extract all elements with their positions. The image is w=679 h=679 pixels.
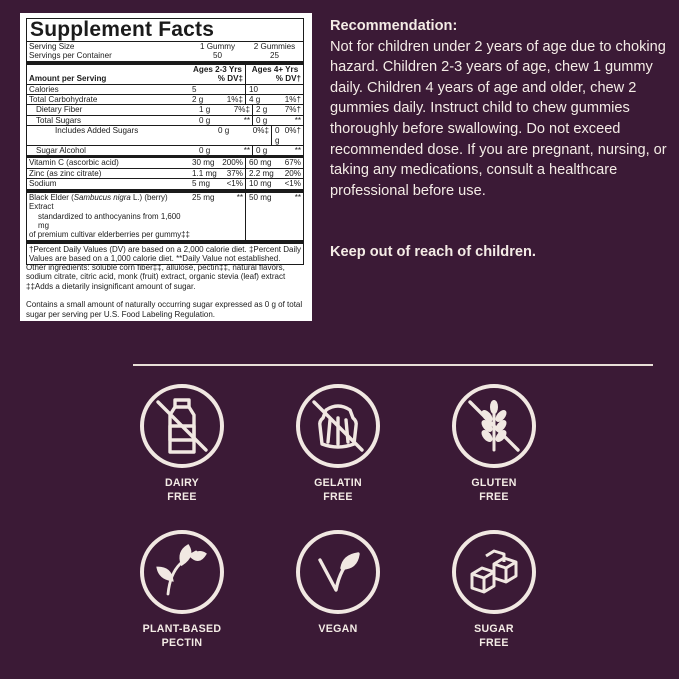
other-ingredients: Other ingredients: soluble corn fiber‡‡, allulose, pectin‡‡, natural flavors, sodium citrate, citric acid, monk (fruit) extract, organic stevia (leaf) extract ‡‡Adds a dietarily insignificant amount of sugar. — [26, 263, 286, 291]
elder-line-1: Black Elder (Sambucus nigra L.) (berry) Extract — [29, 192, 168, 212]
feature-gluten-free — [439, 384, 549, 504]
feature-label-1: PLANT-BASED — [142, 623, 222, 635]
elder-line-2: standardized to anthocyanins from 1,600 mg — [38, 211, 181, 230]
nutrient-dv-2: 1%† — [284, 95, 301, 105]
elder-line-3: of premium cultivar elderberries per gummy‡‡ — [29, 230, 190, 240]
nutrient-dv-2: ** — [294, 115, 301, 125]
col1-header-dv: % DV‡ — [217, 74, 243, 84]
recommendation-heading: Recommendation: — [330, 18, 458, 34]
col2-header-age: Ages 4+ Yrs — [251, 64, 299, 74]
feature-gelatin-free — [283, 384, 393, 504]
nutrient-row — [27, 104, 303, 114]
nutrient-row — [27, 168, 303, 178]
col1-header-age: Ages 2-3 Yrs — [193, 64, 242, 74]
vegan-leaf-icon — [300, 534, 376, 610]
nutrient-amount-1: 0 g — [218, 126, 230, 136]
feature-label-1: DAIRY — [164, 477, 200, 489]
elder-dv-1: ** — [236, 192, 243, 202]
nutrient-name: Sodium — [29, 179, 57, 189]
nutrient-dv-1: ** — [243, 146, 250, 156]
feature-label-2: FREE — [167, 490, 197, 503]
nutrient-name: Includes Added Sugars — [55, 126, 139, 136]
nutrient-dv-2: 7%† — [284, 105, 301, 115]
nutrient-dv-1: 1%‡ — [226, 95, 243, 105]
nutrient-amount-2: 0 g — [275, 126, 280, 145]
col2-header-dv: % DV† — [275, 74, 301, 84]
feature-label-1: GELATIN — [314, 477, 362, 489]
feature-vegan — [283, 530, 393, 637]
nutrient-amount-1: 2 g — [192, 95, 204, 105]
nutrient-amount-1: 5 — [192, 84, 197, 94]
feature-label-1: GLUTEN — [471, 477, 517, 489]
dv-footnote: †Percent Daily Values (DV) are based on a 2,000 calorie diet. ‡Percent Daily Values are based on a 1,000 calorie diet. **Daily Value not established. — [27, 240, 303, 265]
sugar-cubes-icon — [456, 534, 532, 610]
plant-sprout-icon — [144, 534, 220, 610]
col1-count: 50 — [212, 51, 222, 61]
nutrient-amount-1: 0 g — [199, 115, 211, 125]
feature-sugar-free — [439, 530, 549, 650]
nutrient-name: Vitamin C (ascorbic acid) — [29, 158, 119, 168]
col2-count: 25 — [269, 51, 279, 61]
servings-label: Servings per Container — [29, 51, 112, 61]
nutrient-dv-1: 7%‡ — [233, 105, 250, 115]
feature-label-2: PECTIN — [161, 636, 203, 649]
nutrient-dv-1: <1% — [226, 179, 243, 189]
wheat-crossed-icon — [456, 388, 532, 464]
nutrient-dv-2: <1% — [284, 179, 301, 189]
supplement-facts-table — [26, 18, 304, 265]
nutrient-name: Calories — [29, 84, 59, 94]
nutrient-amount-1: 0 g — [199, 146, 211, 156]
nutrient-amount-2: 2 g — [256, 105, 268, 115]
nutrient-amount-2: 0 g — [256, 115, 268, 125]
nutrient-name: Sugar Alcohol — [36, 146, 86, 156]
gelatin-mold-crossed-icon — [300, 388, 376, 464]
nutrient-dv-2: 67% — [284, 158, 301, 168]
nutrient-name: Dietary Fiber — [36, 105, 83, 115]
nutrient-dv-2: 20% — [284, 168, 301, 178]
child-warning: Keep out of reach of children. — [330, 244, 536, 260]
nutrient-amount-2: 2.2 mg — [249, 168, 274, 178]
elder-dv-2: ** — [294, 192, 301, 202]
nutrient-row — [27, 125, 303, 145]
nutrient-row — [27, 178, 303, 188]
feature-label-1: VEGAN — [318, 623, 358, 635]
elder-amount-2: 50 mg — [249, 192, 272, 202]
nutrient-amount-1: 30 mg — [192, 158, 215, 168]
recommendation-section — [330, 16, 670, 201]
nutrient-name: Total Sugars — [36, 115, 81, 125]
col2-serving: 2 Gummies — [253, 42, 296, 51]
nutrient-amount-1: 5 mg — [192, 179, 210, 189]
nutrient-amount-2: 0 g — [256, 146, 268, 156]
feature-label-2: FREE — [479, 490, 509, 503]
nutrient-name: Zinc (as zinc citrate) — [29, 168, 102, 178]
dairy-bottle-crossed-icon — [144, 388, 220, 464]
elder-amount-1: 25 mg — [192, 192, 215, 202]
nutrient-amount-2: 60 mg — [249, 158, 272, 168]
feature-label-2: FREE — [323, 490, 353, 503]
nutrient-dv-1: 37% — [226, 168, 243, 178]
nutrient-dv-2: 0%† — [284, 126, 301, 136]
nutrient-amount-2: 10 mg — [249, 179, 272, 189]
nutrient-dv-1: 0%‡ — [252, 126, 269, 136]
feature-plant-based-pectin — [127, 530, 237, 650]
nutrient-amount-2: 10 — [249, 84, 259, 94]
col1-serving: 1 Gummy — [199, 42, 236, 51]
sugar-note: Contains a small amount of naturally occurring sugar expressed as 0 g of total sugar per serving per U.S. Food Labeling Regulation. — [26, 300, 303, 319]
nutrient-row — [27, 94, 303, 104]
nutrient-amount-2: 4 g — [249, 95, 261, 105]
feature-label-2: FREE — [479, 636, 509, 649]
nutrient-row — [27, 115, 303, 125]
panel-title: Supplement Facts — [30, 18, 215, 41]
serving-size-label: Serving Size — [29, 42, 75, 51]
nutrient-row — [27, 84, 303, 94]
nutrient-name: Total Carbohydrate — [29, 95, 98, 105]
recommendation-body: Not for children under 2 years of age due to choking hazard. Children 2-3 years of age, chew 1 gummy daily. Children 4 years of age and older, chew 2 gummies daily. Instruct child to chew gummies thoroughly before swallowing. Do not exceed recommended dose. If you are pregnant, nursing, or taking any medications, consult a healthcare professional before use. — [330, 38, 667, 199]
nutrient-dv-1: ** — [243, 115, 250, 125]
feature-label-1: SUGAR — [474, 623, 514, 635]
nutrient-row — [27, 155, 303, 167]
nutrient-dv-2: ** — [294, 146, 301, 156]
nutrient-dv-1: 200% — [222, 158, 243, 168]
section-divider — [133, 364, 653, 366]
supplement-facts-panel — [20, 13, 312, 321]
nutrient-amount-1: 1 g — [199, 105, 211, 115]
nutrient-amount-1: 1.1 mg — [192, 168, 217, 178]
amount-label: Amount per Serving — [29, 73, 107, 83]
feature-dairy-free — [127, 384, 237, 504]
nutrient-row — [27, 145, 303, 155]
